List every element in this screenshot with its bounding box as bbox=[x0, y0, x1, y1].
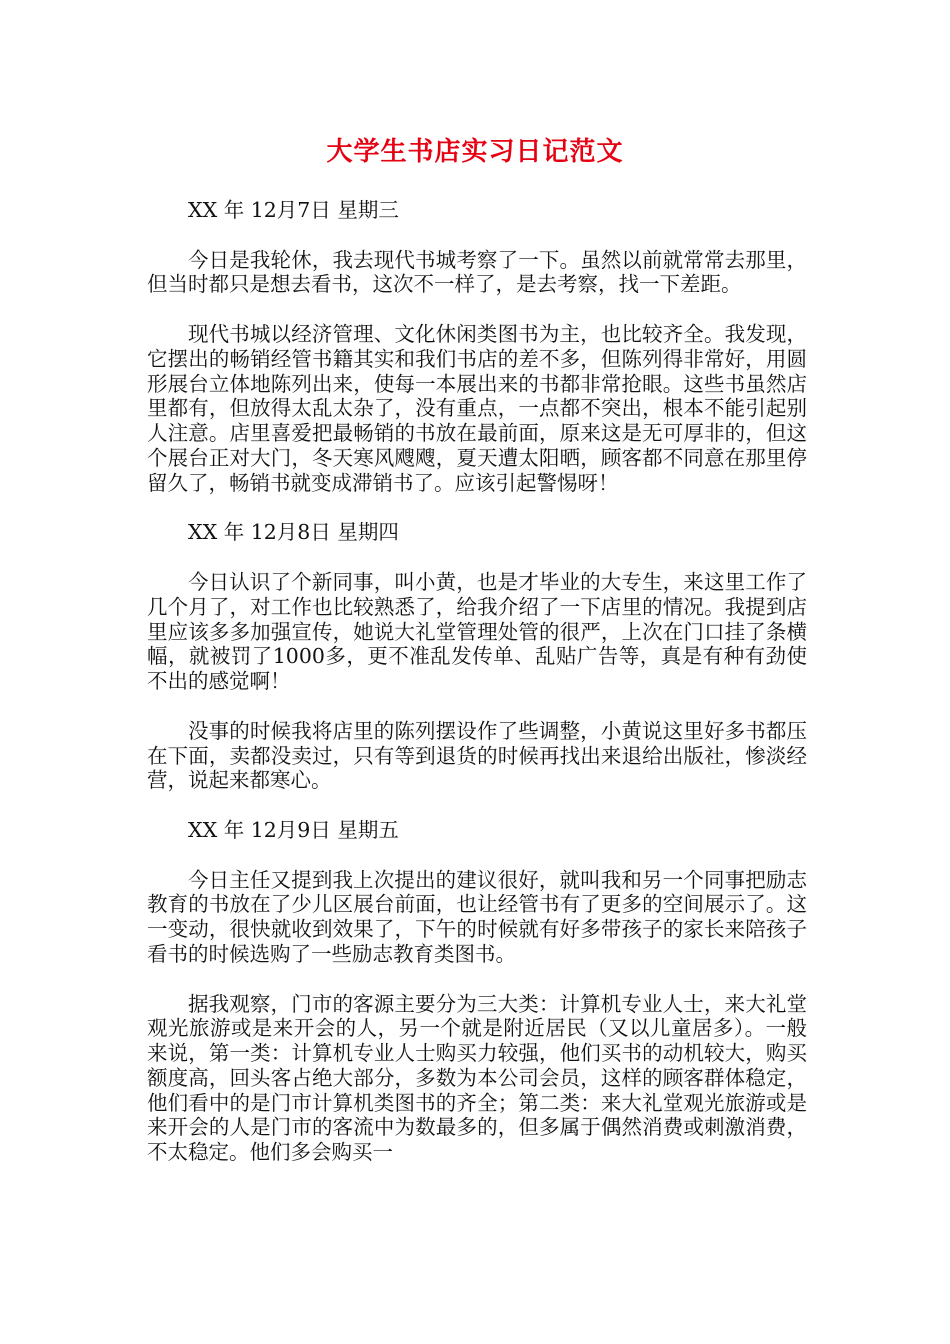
paragraph: 没事的时候我将店里的陈列摆设作了些调整，小黄说这里好多书都压在下面，卖都没卖过，只有等到退货的时候再找出来退给出版社，惨淡经营，说起来都寒心。 bbox=[147, 718, 807, 793]
paragraph: 现代书城以经济管理、文化休闲类图书为主，也比较齐全。我发现，它摆出的畅销经管书籍其实和我们书店的差不多，但陈列得非常好，用圆形展台立体地陈列出来，使每一本展出来的书都非常抢眼。这些书虽然店里都有，但放得太乱太杂了，没有重点，一点都不突出，根本不能引起别人注意。店里喜爱把最畅销的书放在最前面，原来这是无可厚非的，但这个展台正对大门，冬天寒风飕飕，夏天遭太阳晒，顾客都不同意在那里停留久了，畅销书就变成滞销书了。应该引起警惕呀！ bbox=[147, 321, 807, 495]
paragraph: 今日主任又提到我上次提出的建议很好，就叫我和另一个同事把励志教育的书放在了少儿区展台前面，也让经管书有了更多的空间展示了。这一变动，很快就收到效果了，下午的时候就有好多带孩子的家长来陪孩子看书的时候选购了一些励志教育类图书。 bbox=[147, 867, 807, 966]
paragraph: 今日是我轮休，我去现代书城考察了一下。虽然以前就常常去那里，但当时都只是想去看书，这次不一样了，是去考察，找一下差距。 bbox=[147, 247, 807, 297]
paragraph: 今日认识了个新同事，叫小黄，也是才毕业的大专生，来这里工作了几个月了，对工作也比较熟悉了，给我介绍了一下店里的情况。我提到店里应该多多加强宣传，她说大礼堂管理处管的很严，上次在门口挂了条横幅，就被罚了1000多，更不准乱发传单、乱贴广告等，真是有种有劲使不出的感觉啊！ bbox=[147, 569, 807, 694]
diary-date: XX 年 12月9日 星期五 bbox=[188, 817, 399, 842]
diary-date: XX 年 12月8日 星期四 bbox=[188, 520, 399, 545]
document-title: 大学生书店实习日记范文 bbox=[326, 137, 624, 167]
document-body bbox=[147, 198, 807, 1190]
paragraph: 据我观察，门市的客源主要分为三大类：计算机专业人士，来大礼堂观光旅游或是来开会的人，另一个就是附近居民（又以儿童居多）。一般来说，第一类：计算机专业人士购买力较强，他们买书的动机较大，购买额度高，回头客占绝大部分，多数为本公司会员，这样的顾客群体稳定，他们看中的是门市计算机类图书的齐全；第二类：来大礼堂观光旅游或是来开会的人是门市的客流中为数最多的，但多属于偶然消费或刺激消费，不太稳定。他们多会购买一 bbox=[147, 991, 807, 1165]
diary-date: XX 年 12月7日 星期三 bbox=[188, 198, 399, 222]
